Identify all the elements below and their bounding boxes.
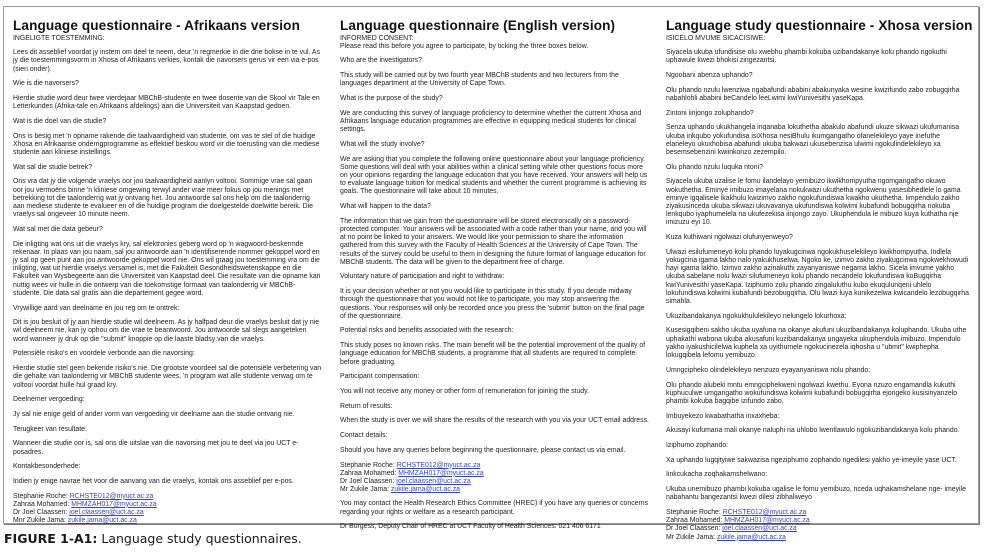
paragraph: Voluntary nature of participation and right to withdraw: <box>340 273 505 281</box>
contact-email-link[interactable]: RCHSTE012@myuct.ac.za <box>396 461 481 469</box>
afrikaans-title: Language questionnaire - Afrikaans version <box>13 18 300 33</box>
paragraph: You may contact the Health Research Ethics Committee (HREC) if you have any queries or concerns regarding your rights or welfare as a research participant. <box>340 500 649 516</box>
paragraph: Hierdie studie word deur twee vierdejaar MBChB-studente en twee dosente van die Skool vir Tale en Letterkundes (Afrika-tale en Afrikaans afdelings) aan die Universiteit van Kaapstad gedoen. <box>13 95 320 111</box>
xhosa-contacts <box>666 509 970 542</box>
contact-name: Stephanie Roche: <box>13 492 70 500</box>
paragraph: Ons is besig met 'n opname rakende die taalvaardigheid van studente, om vas te stel of die huidige Xhosa en Afrikaanse onderrigprogramme as effektief beskou word vir die toerusting van die mediese studente aan kliniese instellings. <box>13 132 320 157</box>
paragraph: It is your decision whether or not you would like to participate in this study. If you decide midway through the questionnaire that you would not like to participate, you may stop answering the questions. Your responses will only be recorded once you press the 'submit' button on the final page of the questionnaire. <box>340 288 645 320</box>
english-subtitle: INFORMED CONSENT: <box>340 35 414 42</box>
contact-name: Dr Joel Claassen: <box>13 509 70 517</box>
xhosa-column <box>656 7 978 541</box>
paragraph: Akusayi kufumana mali okanye naluphi na uhlobo lwentlawulo ngokuzibandakanya kolu phando. <box>666 427 960 435</box>
contact-name: Stephanie Roche: <box>340 461 397 469</box>
contact-row <box>666 509 970 517</box>
xhosa-subtitle: ISICELO MVUME SICACISIWE: <box>666 35 766 42</box>
paragraph: Deelnemer vergoeding: <box>13 396 85 404</box>
paragraph: Kuza kuthiwani ngolwazi olufunyenweyo? <box>666 234 793 242</box>
paragraph: Lees dit asseblief voordat jy instem om deel te neem, deur 'n regmerkie in die drie bokse in te vul. As jy die toestemmingsvorm in Xhosa of Afrikaans verkies, kontak die navorsers gerus vir een via e-pos (sien onder). <box>13 49 320 73</box>
contact-row <box>13 493 322 501</box>
paragraph: Dit is jou besluit of jy aan hierdie studie wil deelneem. As jy halfpad deur die vraelys besluit dat jy nie wil deelneem nie, kan jy ophou om die vrae te beantwoord. Jou antwoorde sal slegs aangeteken word wanneer jy druk op die "submit" knoppie op die laaste bladsy van die vraelys. <box>13 319 320 343</box>
paragraph: Jy sal nie enige geld of ander vorm van vergoeding vir deelname aan die studie ontvang nie. <box>13 410 295 418</box>
paragraph: Contact details: <box>340 432 388 440</box>
contact-email-link[interactable]: zukile.jama@uct.ac.za <box>67 517 137 525</box>
contact-name: Zahraa Mohamed: <box>13 500 72 508</box>
paragraph: Ngoobani abenza uphando? <box>666 72 753 80</box>
paragraph: Hierdie studie stel geen bekende risiko's nie. Die grootste voordeel sal die potensiële verbetering van die gehalte van taalonderrig vir MBChB studente wees, 'n program wat alle studente verwag om te voltooi voordat hulle hul graad kry. <box>13 365 322 389</box>
paragraph: Participant compensation: <box>340 373 420 381</box>
paragraph: What will happen to the data? <box>340 203 431 211</box>
paragraph: Terugkeer van resultate: <box>13 425 87 433</box>
english-contacts <box>340 462 649 495</box>
contact-email-link[interactable]: zukile.jama@uct.ac.za <box>390 486 460 494</box>
paragraph: Wat sal met die data gebeur? <box>13 225 103 233</box>
contact-row <box>340 462 649 470</box>
figure-caption-text: Language study questionnaires. <box>97 531 302 546</box>
paragraph: What will the study involve? <box>340 140 425 148</box>
contact-row <box>340 478 649 486</box>
contact-email-link[interactable]: MHMZAH017@myuct.ac.za <box>724 517 810 525</box>
contact-row <box>666 517 970 525</box>
afrikaans-subtitle: INGELIGTE TOESTEMMING: <box>13 35 105 42</box>
paragraph: Who are the investigators? <box>340 57 422 65</box>
contact-name: Mr Zukile Jama: <box>666 533 717 541</box>
figure-caption-label: FIGURE 1-A1: <box>4 531 98 546</box>
contact-email-link[interactable]: joel.claassen@uct.ac.za <box>396 477 471 485</box>
contact-row <box>340 486 649 494</box>
contact-row <box>666 534 970 542</box>
contact-row <box>13 509 322 517</box>
contact-name: Dr Joel Claassen: <box>666 525 723 533</box>
contact-email-link[interactable]: joel.claassen@uct.ac.za <box>722 525 797 533</box>
paragraph: When the study is over we will share the results of the research with you via your UCT email address. <box>340 417 649 425</box>
afrikaans-body <box>13 49 322 486</box>
english-body <box>340 57 649 455</box>
paragraph: This study poses no known risks. The main benefit will be the potential improvement of the quality of language education for MBChB students, a programme that all students are required to complete before graduating. <box>340 342 646 366</box>
paragraph: Ons vra dat jy die volgende vraelys oor jou taalvaardigheid aanlyn voltooi. Sommige vrae sal gaan oor jou vermoëns binne 'n kliniese omgewing terwyl ander vrae meer fokus op jou menings met betrekking tot die taalonderrig wat jy ontvang het. Jou antwoorde sal ons help om die taalonderrig aan mediese studente te evalueer en of die huidige program die doelgestelde doelwitte bereik. Die vraelys sal ongeveer 10 minute neem. <box>13 178 313 219</box>
contact-email-link[interactable]: RCHSTE012@myuct.ac.za <box>722 509 807 517</box>
paragraph: We are conducting this survey of language proficiency to determine whether the current Xhosa and Afrikaans language education programmes are effective in equipping medical students for clinical settings. <box>340 109 642 134</box>
afrikaans-column <box>4 7 330 523</box>
figure-caption <box>4 531 302 546</box>
paragraph: The information that we gain from the questionnaire will be stored electronically on a password-protected computer. Your answers will be associated with a code rather than your name, and you will at no point be linked to your answers. We would like your permission to share the information gathered from this survey with the Faculty of Health Sciences at the University of Cape Town. The results of the survey could be useful to them in designing the future format of language education for MBChB students. The data will be given to the department free of charge. <box>340 217 647 266</box>
paragraph: Ukuba unemibuzo phambi kokuba ugalise le fomu yemibuzo, nceda uqhakamshelane nge- imeyile nabahantu bangezantsi kwezi dilesi zibhaliweyo <box>666 486 966 502</box>
contact-email-link[interactable]: MHMZAH017@myuct.ac.za <box>398 469 484 477</box>
contact-name: Mr Zukile Jama: <box>340 486 391 494</box>
paragraph: Vrywillige aard van deelname en jou reg om te onttrek: <box>13 304 180 312</box>
paragraph: This study will be carried out by two fourth year MBChB students and two lecturers from the languages department at the University of Cape Town. <box>340 72 619 88</box>
contact-name: Mnr Zukile Jama: <box>13 517 68 525</box>
paragraph: Dr Burgess, Deputy Chair of HREC at UCT Faculty of Health Sciences: 021 406 6171 <box>340 523 601 531</box>
paragraph: Wanneer die studie oor is, sal ons die uitslae van die navorsing met jou te deel via jou UCT e-posadres. <box>13 440 299 456</box>
paragraph: Potential risks and benefits associated with the research: <box>340 327 514 335</box>
english-after <box>340 500 649 531</box>
english-title: Language questionnaire (English version) <box>340 18 616 33</box>
contact-email-link[interactable]: RCHSTE012@myuct.ac.za <box>69 492 154 500</box>
paragraph: Return of results: <box>340 402 393 410</box>
english-column <box>331 7 657 531</box>
english-subtitle-instructions: Please read this before you agree to participate, by ticking the three boxes below. <box>340 43 589 51</box>
paragraph: You will not receive any money or other form of remuneration for joining the study. <box>340 388 589 395</box>
contact-name: Zahraa Mohamed: <box>340 469 399 477</box>
paragraph: Potensiële risiko's en voordele verbonde aan die navorsing: <box>13 350 195 358</box>
paragraph: Iziphumo zophando: <box>666 442 729 450</box>
contact-row <box>666 525 970 533</box>
contact-email-link[interactable]: joel.claassen@uct.ac.za <box>69 509 144 517</box>
paragraph: We are asking that you complete the following online questionnaire about your language proficiency. Some questions will deal with your abilities within a clinical setting while other questions focus more on your opinions regarding the language education that you have received. Your answers will help us to evaluate language tuition for medical students and whether the current programme is achieving its goals. The questionnaire will take about 10 minutes. <box>340 155 648 196</box>
paragraph: Imbuyekezo kwabathatha inxaxheba: <box>666 412 780 420</box>
paragraph: Iinkcukacha zoqhakamshelwano: <box>666 471 768 479</box>
contact-name: Dr Joel Claassen: <box>340 477 397 485</box>
xhosa-title: Language study questionnaire - Xhosa version <box>666 18 973 33</box>
paragraph: Siyacela ukuba uzalise le fomu ilandelayo yemibuzo ikwikhompyutha ngomgangatho okuwo wokuthetha. Eminye imibuzo imayelana nokukwazi ukuthetha ngokwenu yasesibhedlele lo gama eminye igqalisele ikakhulu kwizimvo zakho ngokufundiswa kwakho ukuthetha. Iimpendulo zakho ziyakusinceda ukuba sikwazi ukuvavanya ukufundiswa kolwimi kubafundi bobugqirha nokuba lenkqubo iyaphumelela na ukufezekisa iinjongo zayo. Ukuphendula le mibuzo kuya kuthatha nje imizuzu eyi 10. <box>666 178 961 227</box>
paragraph: Siyacela ukuba ufundisise olu xwebhu phambi kokuba uzibandakanye kolu phando ngokuthi uphawule kwezi bhokisi zingezantsi. <box>666 49 947 65</box>
contact-email-link[interactable]: zukile.jama@uct.ac.za <box>716 533 786 541</box>
paragraph: Wat is die doel van die studie? <box>13 117 107 125</box>
paragraph: Indien jy enige navrae het voor die aanvang van die vraelys, kontak ons asseblief per e-pos. <box>13 477 294 485</box>
paragraph: Die inligting wat ons uit die vraelys kry, sal elektronies geberg word op 'n wagwoord-beskermde rekenaar. In plaas van jou naam, sal jou antwoorde aan 'n identifiserende nommer gekoppel word en jy sal op geen punt aan jou antwoorde gekoppel word nie. Ons wil graag jou toestemming vra om die inligting, wat uit hierdie vraelys versamel is, met die Fakulteit Gesondheidswetenskappe en die Fakulteit van Wysbegeerte aan die Universiteit van Kaapstad deel. Die resultate van die opname kan nuttig wees vir hulle in die ontwerp van die toekomstige formaat van taalonderrig vir MBChB-studente. Die data sal gratis aan die departement gegee word. <box>13 240 321 297</box>
contact-row <box>340 470 649 478</box>
paragraph: Kontakbesonderhede: <box>13 463 81 471</box>
paragraph: Zintoni iinjongo zoluphando? <box>666 109 754 117</box>
paragraph: Umngcipheko olindelekileyo nenzuzo eyayanyaniswa nolu phando: <box>666 366 871 374</box>
contact-name: Zahraa Mohamed: <box>666 517 725 525</box>
contact-row <box>13 501 322 509</box>
paragraph: What is the purpose of the study? <box>340 95 443 103</box>
xhosa-body <box>666 49 970 502</box>
paragraph: Wat sal die studie betrek? <box>13 163 93 171</box>
paragraph: Ulwazi esilufumeneyo kolu phando luyakugcinwa ngokukhuselekileyo kwikhompyutha. Indlela yokugcina igama lakho nalo iyakukhuselwa. Ngoko ke, izimvo zakho ziyakugcinwa ngokwekhowudi hayi igama lakho. Izimvo zakho azinakuthi zayanyaniswe negama lakho. Sicela imvume yakho ukuba sabelane nolu lwazi silufumeneyo kolu phando necandelo lokufundiswa koBugqirha kwiYunivesithi yaseKapa. Iziphumo zolu phando zingaluluthu kubo ekuqulunqeni uhlelo lokufundiswa kolwimi kubafundi bezobugqirha. Olu lwazi luya kunikezelwa kwicandelo lezobugqirha simahla. <box>666 248 969 306</box>
contact-email-link[interactable]: MHMZAH017@myuct.ac.za <box>71 500 157 508</box>
paragraph: Senza uphando ukukhangela inqanaba lokuthetha abakulo abafundi ukuze sikwazi ukufumanisa ukuba inkqubo yokufundisa isiXhosa nesiBhulu ikumgangatho ofanelekileyo yaye inefuthe elaneleyo ukuxhobisa abafundi ukuba bakwazi ukusebenzisa ulwimi ngokulindelekileyo xa besemsebenzini kwiinkonzo zezempilo. <box>666 124 960 157</box>
paragraph: Wie is die navorsers? <box>13 80 79 88</box>
afrikaans-contacts <box>13 493 322 526</box>
paragraph: Should you have any queries before beginning the questionnaire, please contact us via email. <box>340 446 626 454</box>
contact-row <box>13 517 322 525</box>
paragraph: Olu phando alubeki mntu emngciphekweni ngolwazi kwethu. Eyona nzuzo engamandla kukuthi kuphuculwe umgangatho wokufundiswa kolwimi kubafundi bobugqirha ejongeko kusisinyanzelo phambi kokuba bagqibe izifundo zabo. <box>666 381 958 405</box>
paragraph: Ukuzibandakanya ngokukhululekileyo nelungelo lokurhoxa: <box>666 312 847 320</box>
paragraph: Kusesigqibeni sakho ukuba uyafuna na okanye akufuni ukuzibandakanya koluphando. Ukuba uthe uphakathi wabona ukuba akusafuni kuzibandakanya ungayeka ukuphendula imibuzo. Impendulo yakho iyakushicilelwa kuphela xa uyithumele ngokucinezela iqhosha u "ubmit" kwiphepha lokugqibela lefomu yemibuzo. <box>666 327 967 360</box>
contact-name: Stephanie Roche: <box>666 509 723 517</box>
paragraph: Xa uphando lugqityiwe sakwazisa ngeziphumo zophando ngedilesi yakho ye-imeyile yase UCT. <box>666 456 957 464</box>
paragraph: Olu phando nzulu lwenziwa ngabafundi ababini abakunyaka wesine kwizifundo zabo zobugqirha nabahlohli ababini beCandelo leeLwimi kwiYunivesithi yaseKapa. <box>666 86 960 103</box>
paragraph: Olu phando nzulu luquka ntoni? <box>666 163 763 171</box>
